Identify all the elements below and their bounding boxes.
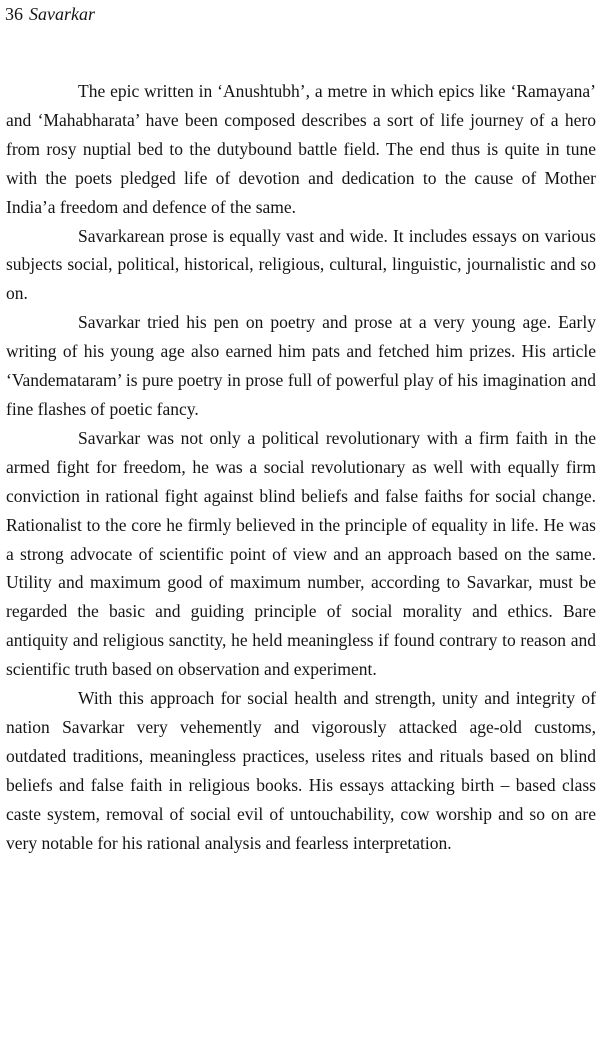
running-head	[5, 2, 95, 26]
paragraph-social-reform: With this approach for social health and strength, unity and integrity of nation Savarkar very vehemently and vigorously attacked age-old customs, outdated traditions, meaningless practices, useless rites and rituals based on blind beliefs and false faith in religious books. His essays attacking birth – based class caste system, removal of social evil of untouchability, cow worship and so on are very notable for his rational analysis and fearless interpretation.	[6, 688, 596, 853]
paragraph-early-writing: Savarkar tried his pen on poetry and prose at a very young age. Early writing of his young age also earned him pats and fetched him prizes. His article ‘Vandemataram’ is pure poetry in prose full of powerful play of his imagination and fine flashes of poetic fancy.	[6, 312, 596, 419]
running-title: Savarkar	[29, 4, 95, 24]
paragraph-prose: Savarkarean prose is equally vast and wide. It includes essays on various subjects social, political, historical, religious, cultural, linguistic, journalistic and so on.	[6, 225, 596, 304]
page-number: 36	[5, 4, 23, 24]
body-text	[6, 77, 596, 857]
paragraph-epic: The epic written in ‘Anushtubh’, a metre in which epics like ‘Ramayana’ and ‘Mahabharata’ have been composed describes a sort of life journey of a hero from rosy nuptial bed to the dutybound battle field. The end thus is quite in tune with the poets pledged life of devotion and dedication to the cause of Mother India’a freedom and defence of the same.	[6, 81, 596, 217]
paragraph-social-revolutionary: Savarkar was not only a political revolutionary with a firm faith in the armed fight for freedom, he was a social revolutionary as well with equally firm conviction in rational fight against blind beliefs and false faiths for social change. Rationalist to the core he firmly believed in the principle of equality in life. He was a strong advocate of scientific point of view and an approach based on the same. Utility and maximum good of maximum number, according to Savarkar, must be regarded the basic and guiding principle of social morality and ethics. Bare antiquity and religious sanctity, he held meaningless if found contrary to reason and scientific truth based on observation and experiment.	[6, 427, 596, 680]
